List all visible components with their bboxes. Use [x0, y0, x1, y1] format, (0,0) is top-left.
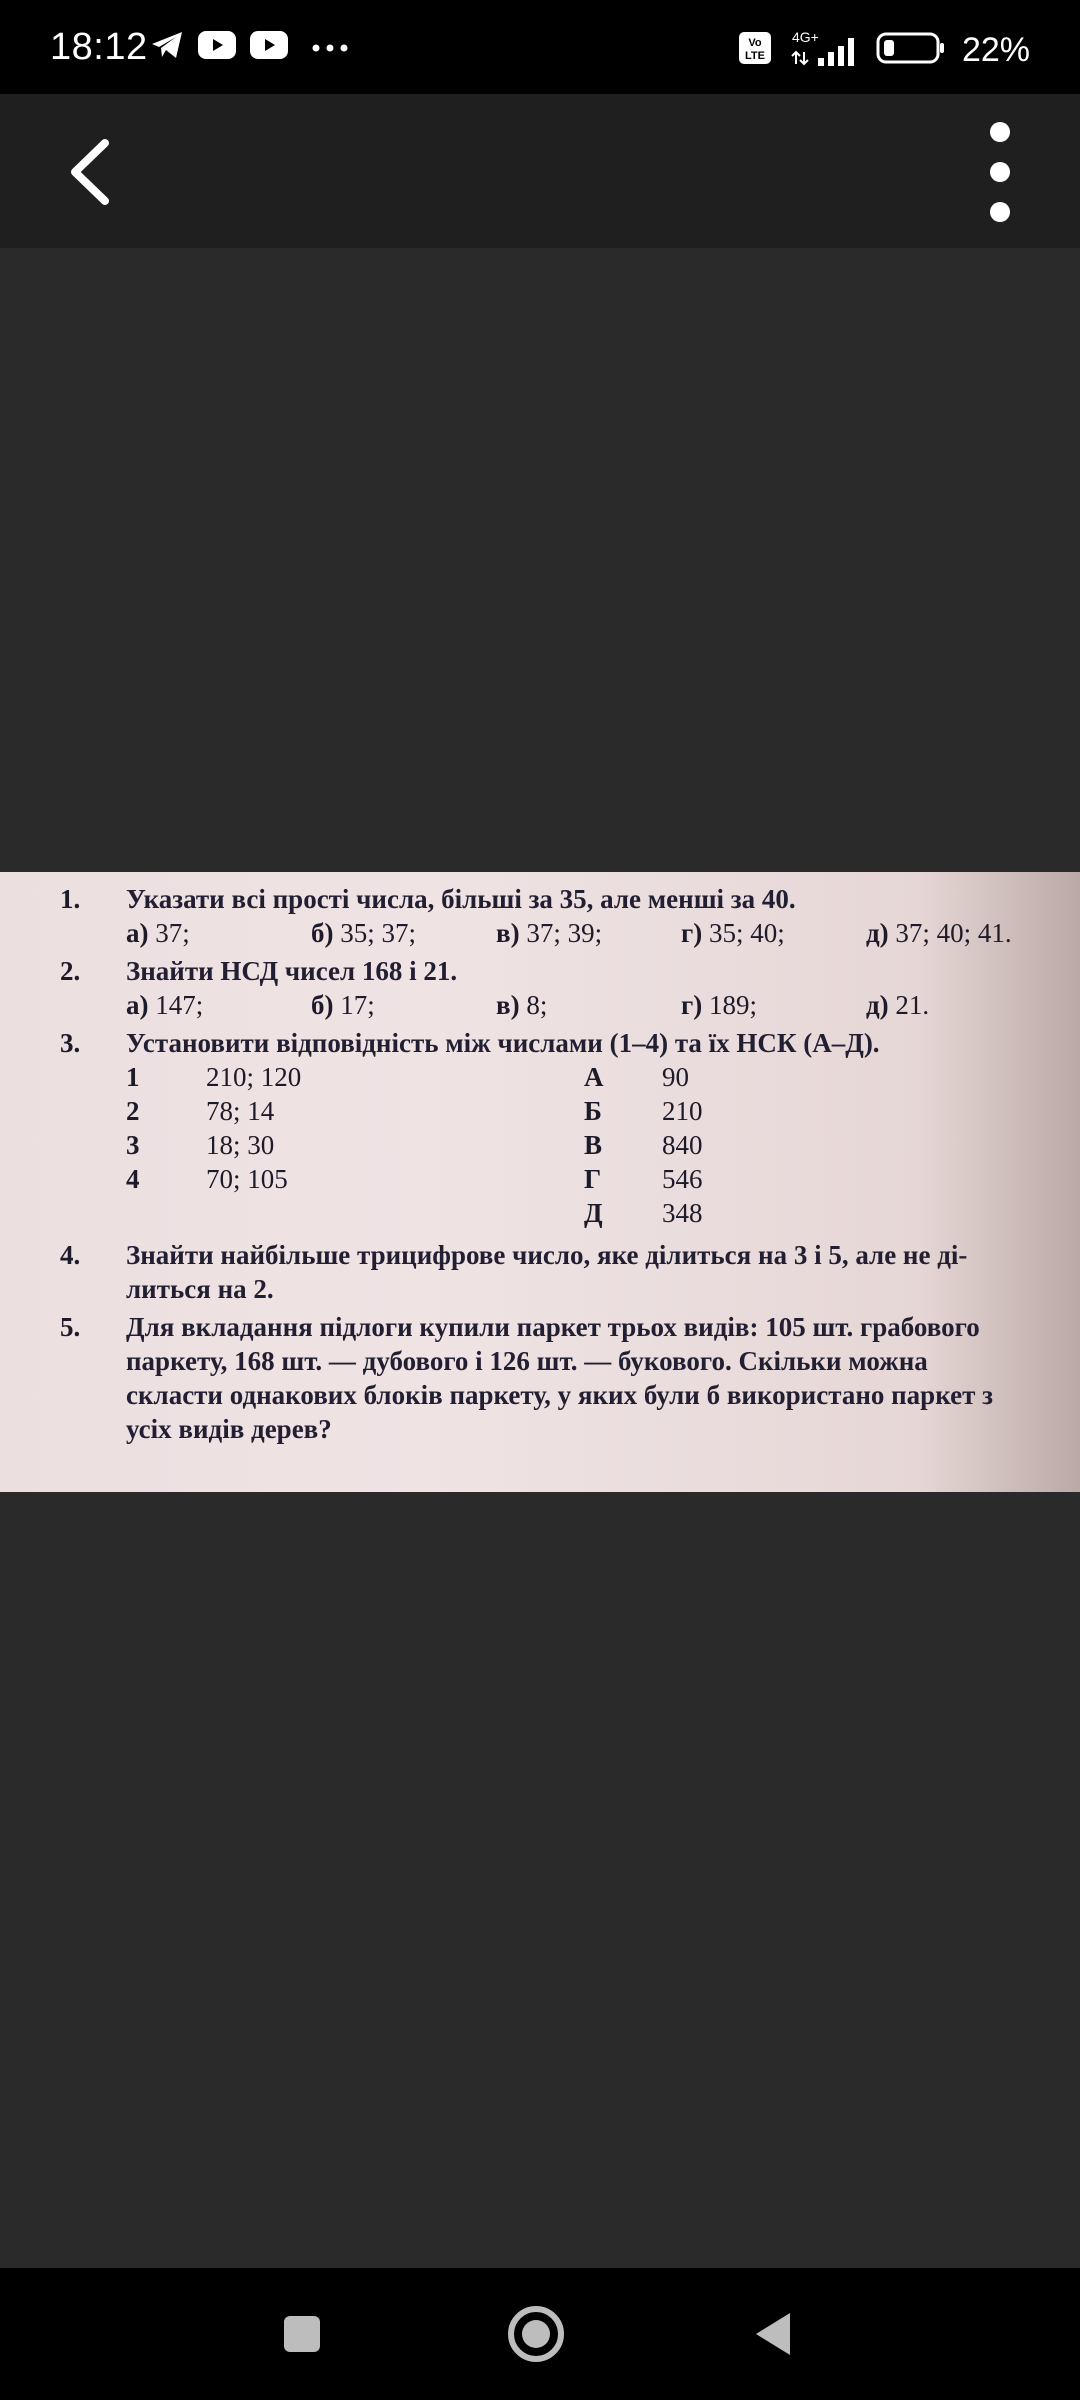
row-index: 4 — [126, 1164, 140, 1194]
vertical-dots-icon — [990, 122, 1010, 142]
svg-text:LTE: LTE — [744, 50, 765, 62]
match-left-row — [126, 1162, 288, 1196]
recents-button[interactable] — [262, 2294, 342, 2374]
row-index: Г — [584, 1164, 602, 1194]
row-index: 1 — [126, 1062, 140, 1092]
option-letter: в) — [496, 990, 520, 1020]
option-text: 35; 37; — [340, 918, 417, 948]
option-letter: в) — [496, 918, 520, 948]
row-value: 210; 120 — [206, 1062, 302, 1092]
task-question: Указати всі прості числа, більші за 35, але менші за 40. — [126, 884, 796, 914]
task-text-line: литься на 2. — [126, 1274, 274, 1304]
task-number: 5. — [60, 1312, 81, 1342]
task-1 — [60, 882, 1060, 954]
option-text: 35; 40; — [709, 918, 785, 948]
row-value: 90 — [662, 1062, 689, 1092]
match-left-row — [126, 1128, 274, 1162]
match-left-row — [126, 1094, 274, 1128]
match-right-row — [584, 1162, 703, 1196]
match-left-row — [126, 1060, 301, 1094]
option-text: 17; — [340, 990, 375, 1020]
more-notifications-icon — [312, 39, 348, 57]
task-question: Установити відповідність між числами (1–4) та їх НСК (А–Д). — [126, 1028, 880, 1058]
match-right-row — [584, 1060, 689, 1094]
option-text: 189; — [709, 990, 758, 1020]
row-value: 78; 14 — [206, 1096, 275, 1126]
row-value: 546 — [662, 1164, 703, 1194]
option-letter: г) — [681, 918, 703, 948]
system-back-button[interactable] — [732, 2294, 812, 2374]
answer-option — [866, 988, 1051, 1022]
task-text-line: Для вкладання підлоги купили паркет трьох видів: 105 шт. грабового — [126, 1312, 980, 1342]
row-value: 70; 105 — [206, 1164, 288, 1194]
status-icons-right — [738, 28, 1030, 73]
task-number: 3. — [60, 1028, 81, 1058]
task-number: 1. — [60, 884, 81, 914]
option-letter: б) — [311, 918, 334, 948]
answer-option — [126, 916, 311, 950]
row-value: 210 — [662, 1096, 703, 1126]
task-text-line: усіх видів дерев? — [126, 1414, 332, 1444]
option-text: 37; 40; 41. — [895, 918, 1012, 948]
task-number: 2. — [60, 956, 81, 986]
status-icons-left — [150, 30, 348, 65]
telegram-icon — [150, 30, 184, 65]
battery-percent: 22% — [961, 31, 1030, 69]
status-bar — [0, 0, 1080, 94]
row-index: В — [584, 1130, 603, 1160]
battery-icon — [876, 32, 946, 69]
status-time: 18:12 — [50, 26, 148, 68]
option-text: 37; 39; — [526, 918, 603, 948]
match-right-row — [584, 1094, 703, 1128]
option-text: 8; — [526, 990, 548, 1020]
task-text-line: паркету, 168 шт. — дубового і 126 шт. — букового. Скільки можна — [126, 1346, 928, 1376]
option-text: 147; — [155, 990, 204, 1020]
task-3 — [60, 1026, 1060, 1238]
row-value: 18; 30 — [206, 1130, 275, 1160]
option-text: 21. — [895, 990, 930, 1020]
signal-icon — [788, 28, 860, 73]
answer-option — [866, 916, 1051, 950]
navigation-bar — [0, 2268, 1080, 2400]
youtube-icon — [198, 31, 236, 64]
task-text-line: Знайти найбільше трицифрове число, яке ділиться на 3 і 5, але не ді- — [126, 1240, 968, 1270]
row-index: 2 — [126, 1096, 140, 1126]
document-photo[interactable] — [0, 872, 1080, 1492]
matching-table — [126, 1060, 1060, 1230]
task-4 — [60, 1238, 1060, 1310]
task-2 — [60, 954, 1060, 1026]
task-number: 4. — [60, 1240, 81, 1270]
volte-icon — [738, 31, 772, 70]
answer-option — [681, 916, 866, 950]
match-right-row — [584, 1196, 703, 1230]
square-icon — [280, 2312, 324, 2356]
task-question: Знайти НСД чисел 168 і 21. — [126, 956, 458, 986]
dot — [990, 162, 1010, 182]
back-button[interactable] — [50, 132, 130, 212]
answer-option — [126, 988, 311, 1022]
task-5 — [60, 1310, 1060, 1446]
answer-option — [311, 916, 496, 950]
option-letter: д) — [866, 918, 889, 948]
answer-options — [126, 988, 1076, 1022]
match-right-row — [584, 1128, 703, 1162]
answer-option — [681, 988, 866, 1022]
row-index: 3 — [126, 1130, 140, 1160]
option-letter: а) — [126, 990, 149, 1020]
svg-text:4G+: 4G+ — [791, 29, 819, 45]
dot — [990, 202, 1010, 222]
more-options-button[interactable] — [970, 122, 1030, 222]
option-letter: д) — [866, 990, 889, 1020]
answer-option — [496, 916, 681, 950]
youtube-icon — [250, 31, 288, 64]
row-index: А — [584, 1062, 604, 1092]
task-text-line: скласти однакових блоків паркету, у яких були б використано паркет з — [126, 1380, 993, 1410]
option-letter: б) — [311, 990, 334, 1020]
row-index: Д — [584, 1198, 603, 1228]
row-value: 840 — [662, 1130, 703, 1160]
chevron-left-icon — [65, 137, 115, 207]
app-bar — [0, 94, 1080, 248]
answer-option — [311, 988, 496, 1022]
document-text — [60, 882, 1060, 1446]
svg-text:Vo: Vo — [748, 37, 762, 49]
row-index: Б — [584, 1096, 602, 1126]
circle-home-icon — [506, 2304, 566, 2364]
image-viewer[interactable] — [0, 248, 1080, 2268]
triangle-back-icon — [750, 2309, 794, 2359]
answer-option — [496, 988, 681, 1022]
option-text: 37; — [155, 918, 190, 948]
home-button[interactable] — [496, 2294, 576, 2374]
row-value: 348 — [662, 1198, 703, 1228]
option-letter: г) — [681, 990, 703, 1020]
option-letter: а) — [126, 918, 149, 948]
answer-options — [126, 916, 1076, 950]
